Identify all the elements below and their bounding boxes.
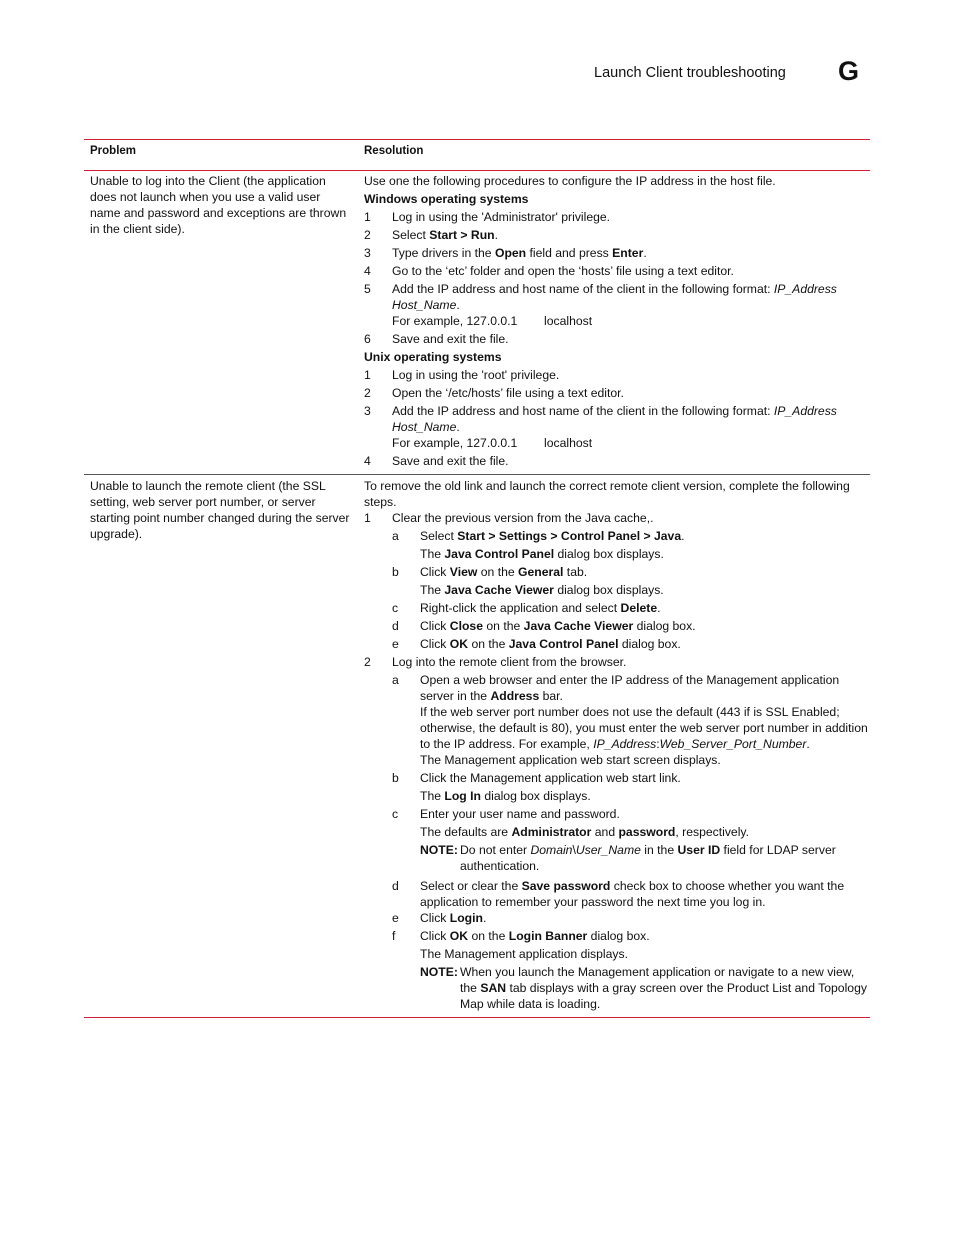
- table-header: [84, 140, 870, 170]
- example-line: For example, 127.0.0.1 localhost: [392, 436, 593, 450]
- note: NOTE: Do not enter Domain\User_Name in the User ID field for LDAP server authentication.: [420, 843, 836, 873]
- unix-heading: Unix operating systems: [364, 350, 502, 364]
- step-item: 1 Log in using the 'Administrator' privilege.: [364, 210, 611, 224]
- step-item: 1 Log in using the 'root' privilege.: [364, 368, 560, 382]
- example-line: For example, 127.0.0.1 localhost: [392, 314, 593, 328]
- resolution-intro: To remove the old link and launch the correct remote client version, complete the following steps.: [364, 479, 850, 509]
- troubleshooting-table: [84, 139, 870, 1018]
- step-item: 2 Log into the remote client from the browser.: [364, 655, 627, 669]
- step-item: 3 Type drivers in the Open field and press Enter.: [364, 246, 647, 260]
- step-item: 2 Select Start > Run.: [364, 228, 499, 242]
- step-item: 6 Save and exit the file.: [364, 332, 509, 346]
- substep-paragraph: The Management application web start screen displays.: [420, 753, 721, 767]
- substep-item: a Select Start > Settings > Control Panel > Java.: [392, 529, 685, 543]
- resolution-cell: [359, 171, 870, 474]
- note: NOTE: When you launch the Management application or navigate to a new view, the SAN tab displays with a gray screen over the Product List and Topology Map while data is loading.: [420, 965, 867, 1011]
- substep-item: e Click OK on the Java Control Panel dialog box.: [392, 637, 681, 651]
- running-head-title: Launch Client troubleshooting: [594, 65, 786, 81]
- substep-result: The Log In dialog box displays.: [420, 789, 591, 803]
- step-item: 5 Add the IP address and host name of the client in the following format: IP_Address Host_Name.: [364, 282, 837, 312]
- resolution-cell: [359, 475, 870, 1017]
- substep-item: d Select or clear the Save password check box to choose whether you want the application to remember your password the next time you log in.: [392, 879, 845, 909]
- chapter-letter: G: [838, 56, 860, 86]
- table-bottom-rule: [84, 1017, 870, 1018]
- substep-item: b Click View on the General tab.: [392, 565, 588, 579]
- header-problem: Problem: [90, 145, 137, 157]
- step-item: 2 Open the ‘/etc/hosts’ file using a text editor.: [364, 386, 624, 400]
- substep-result: The defaults are Administrator and password, respectively.: [420, 825, 749, 839]
- substep-paragraph: If the web server port number does not use the default (443 if is SSL Enabled; otherwise, the default is 80), you must enter the web server port number in addition to the IP address. For example, IP_Address:Web_Server_Port_Number.: [420, 705, 868, 751]
- table-row: [84, 171, 870, 474]
- substep-result: The Management application displays.: [420, 947, 628, 961]
- windows-heading: Windows operating systems: [364, 192, 529, 206]
- substep-item: f Click OK on the Login Banner dialog box.: [392, 929, 650, 943]
- substep-item: c Right-click the application and select Delete.: [392, 601, 661, 615]
- substep-item: d Click Close on the Java Cache Viewer dialog box.: [392, 619, 696, 633]
- problem-cell: Unable to log into the Client (the application does not launch when you use a valid user name and password and exceptions are thrown in the client side).: [90, 174, 347, 236]
- substep-item: c Enter your user name and password.: [392, 807, 620, 821]
- substep-result: The Java Cache Viewer dialog box displays.: [420, 583, 664, 597]
- substep-item: b Click the Management application web start link.: [392, 771, 681, 785]
- step-item: 4 Save and exit the file.: [364, 454, 509, 468]
- step-item: 1 Clear the previous version from the Java cache,.: [364, 511, 654, 525]
- header-resolution: Resolution: [364, 145, 424, 157]
- resolution-intro: Use one the following procedures to configure the IP address in the host file.: [364, 174, 776, 188]
- problem-cell: Unable to launch the remote client (the SSL setting, web server port number, or server starting point number changed during the server upgrade).: [90, 479, 350, 541]
- step-item: 3 Add the IP address and host name of the client in the following format: IP_Address Host_Name.: [364, 404, 837, 434]
- table-row: [84, 475, 870, 1017]
- substep-item: a Open a web browser and enter the IP address of the Management application server in the Address bar.: [392, 673, 840, 703]
- substep-result: The Java Control Panel dialog box displays.: [420, 547, 664, 561]
- substep-item: e Click Login.: [392, 911, 487, 925]
- step-item: 4 Go to the ‘etc’ folder and open the ‘hosts’ file using a text editor.: [364, 264, 734, 278]
